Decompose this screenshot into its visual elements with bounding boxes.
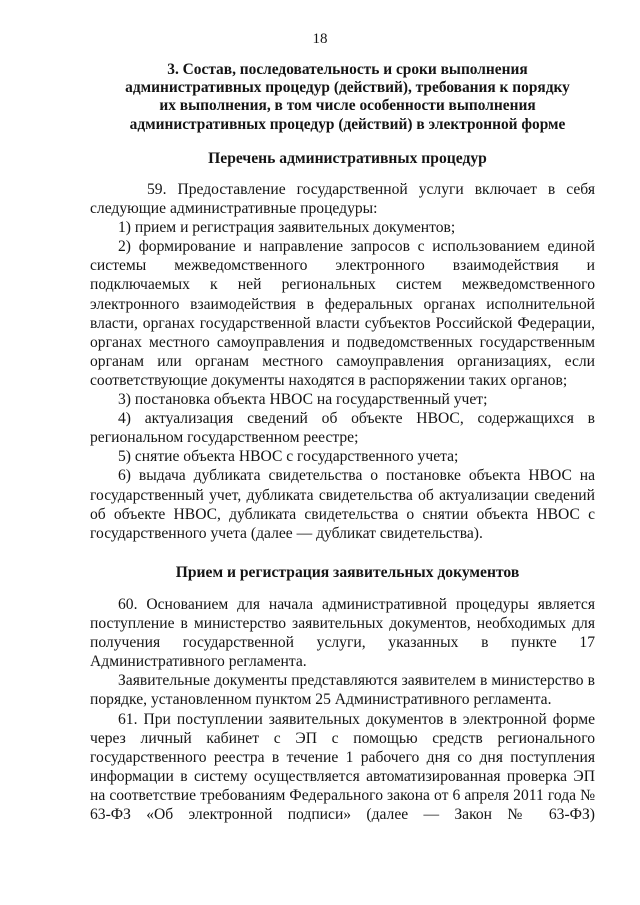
list-item: 4) актуализация сведений об объекте НВОС, содержащихся в региональном государственном реестре; <box>90 410 595 447</box>
list-item: 3) постановка объекта НВОС на государственный учет; <box>118 391 488 409</box>
section-heading-line: 3. Состав, последовательность и сроки выполнения <box>167 61 528 78</box>
reception-section <box>90 595 595 824</box>
paragraph-59: 59. Предоставление государственной услуги включает в себя следующие административные процедуры: <box>90 181 595 218</box>
list-item: 6) выдача дубликата свидетельства о постановке объекта НВОС на государственный учет, дубликата свидетельства об актуализации сведений об объекте НВОС, дубликата свидетельства о снятии объекта НВОС с государственного учета (далее — дубликат свидетельства). <box>90 467 595 542</box>
paragraph-60: 60. Основанием для начала административной процедуры является поступление в министерство заявительных документов, необходимых для получения государственной услуги, указанных в пункте 17 Административного регламента. <box>90 596 595 671</box>
list-item: 1) прием и регистрация заявительных документов; <box>118 219 456 237</box>
subheading-procedures-list: Перечень административных процедур <box>208 150 487 167</box>
section-heading-line: их выполнения, в том числе особенности выполнения <box>159 97 536 115</box>
procedures-list <box>90 180 595 543</box>
list-item: 2) формирование и направление запросов с использованием единой системы межведомственного электронного взаимодействия и подключаемых к ней региональных систем межведомственного электронного взаимодействия в федеральных органах исполнительной власти, органах государственной власти субъектов Российской Федерации, органах местного самоуправления и подведомственных государственным органам или органам местного самоуправления организациях, если соответствующие документы находятся в распоряжении таких органов; <box>90 238 595 389</box>
section-heading-line: административных процедур (действий), требования к порядку <box>125 79 570 97</box>
section-heading <box>90 61 605 134</box>
page-number: 18 <box>312 31 328 47</box>
list-item: 5) снятие объекта НВОС с государственного учета; <box>118 448 459 466</box>
paragraph-61: 61. При поступлении заявительных документов в электронной форме через личный кабинет с ЭП с помощью средств регионального государственного реестра в течение 1 рабочего дня со дня поступления информации в систему осуществляется автоматизированная проверка ЭП на соответствие требованиям Федерального закона от 6 апреля 2011 года № 63-ФЗ «Об электронной подписи» (далее — Закон № 63-ФЗ) <box>90 710 595 824</box>
section-heading-line: административных процедур (действий) в электронной форме <box>129 115 566 133</box>
paragraph: Заявительные документы представляются заявителем в министерство в порядке, установленном пунктом 25 Административного регламента. <box>90 672 595 709</box>
subheading-document-reception: Прием и регистрация заявительных документов <box>175 564 520 581</box>
